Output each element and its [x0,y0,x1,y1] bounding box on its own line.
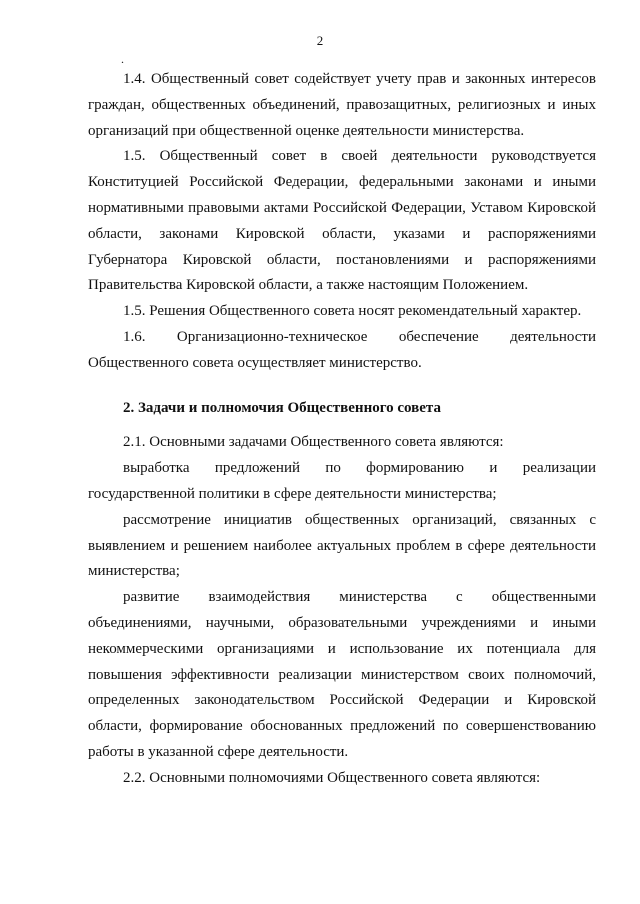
paragraph-1-5-guidance: 1.5. Общественный совет в своей деятельности руководствуется Конституцией Российской Федерации, федеральными законами и иными нормативными правовыми актами Российской Федерации, Уставом Кировской области, законами Кировской области, указами и распоряжениями Губернатора Кировской области, постановлениями и распоряжениями Правительства Кировской области, а также настоящим Положением. [88,148,596,294]
paragraph-1-6: 1.6. Организационно-техническое обеспечение деятельности Общественного совета осуществляет министерство. [88,328,596,371]
paragraph-2-2: 2.2. Основными полномочиями Общественного совета являются: [123,769,541,786]
paragraph-1-5-decisions: 1.5. Решения Общественного совета носят рекомендательный характер. [123,303,582,320]
task-item-2: рассмотрение инициатив общественных организаций, связанных с выявлением и решением наиболее актуальных проблем в сфере деятельности министерства; [88,511,596,580]
paragraph-1-4: 1.4. Общественный совет содействует учету прав и законных интересов граждан, общественных объединений, правозащитных, религиозных и иных организаций при общественной оценке деятельности министерства. [88,71,596,139]
task-item-1: выработка предложений по формированию и реализации государственной политики в сфере деятельности министерства; [88,460,596,502]
stray-mark: . [121,52,124,66]
task-item-3: развитие взаимодействия министерства с общественными объединениями, научными, образовательными учреждениями и иными некоммерческими организациями и использование их потенциала для повышения эффективности реализации министерством своих полномочий, определенных законодательством Российской Федерации и Кировской области, формирование обоснованных предложений по совершенствованию работы в указанной сфере деятельности. [88,589,596,760]
document-body [88,67,596,792]
section-2-heading: 2. Задачи и полномочия Общественного совета [123,399,441,416]
page-number: 2 [316,33,324,48]
paragraph-2-1: 2.1. Основными задачами Общественного совета являются: [123,434,504,451]
